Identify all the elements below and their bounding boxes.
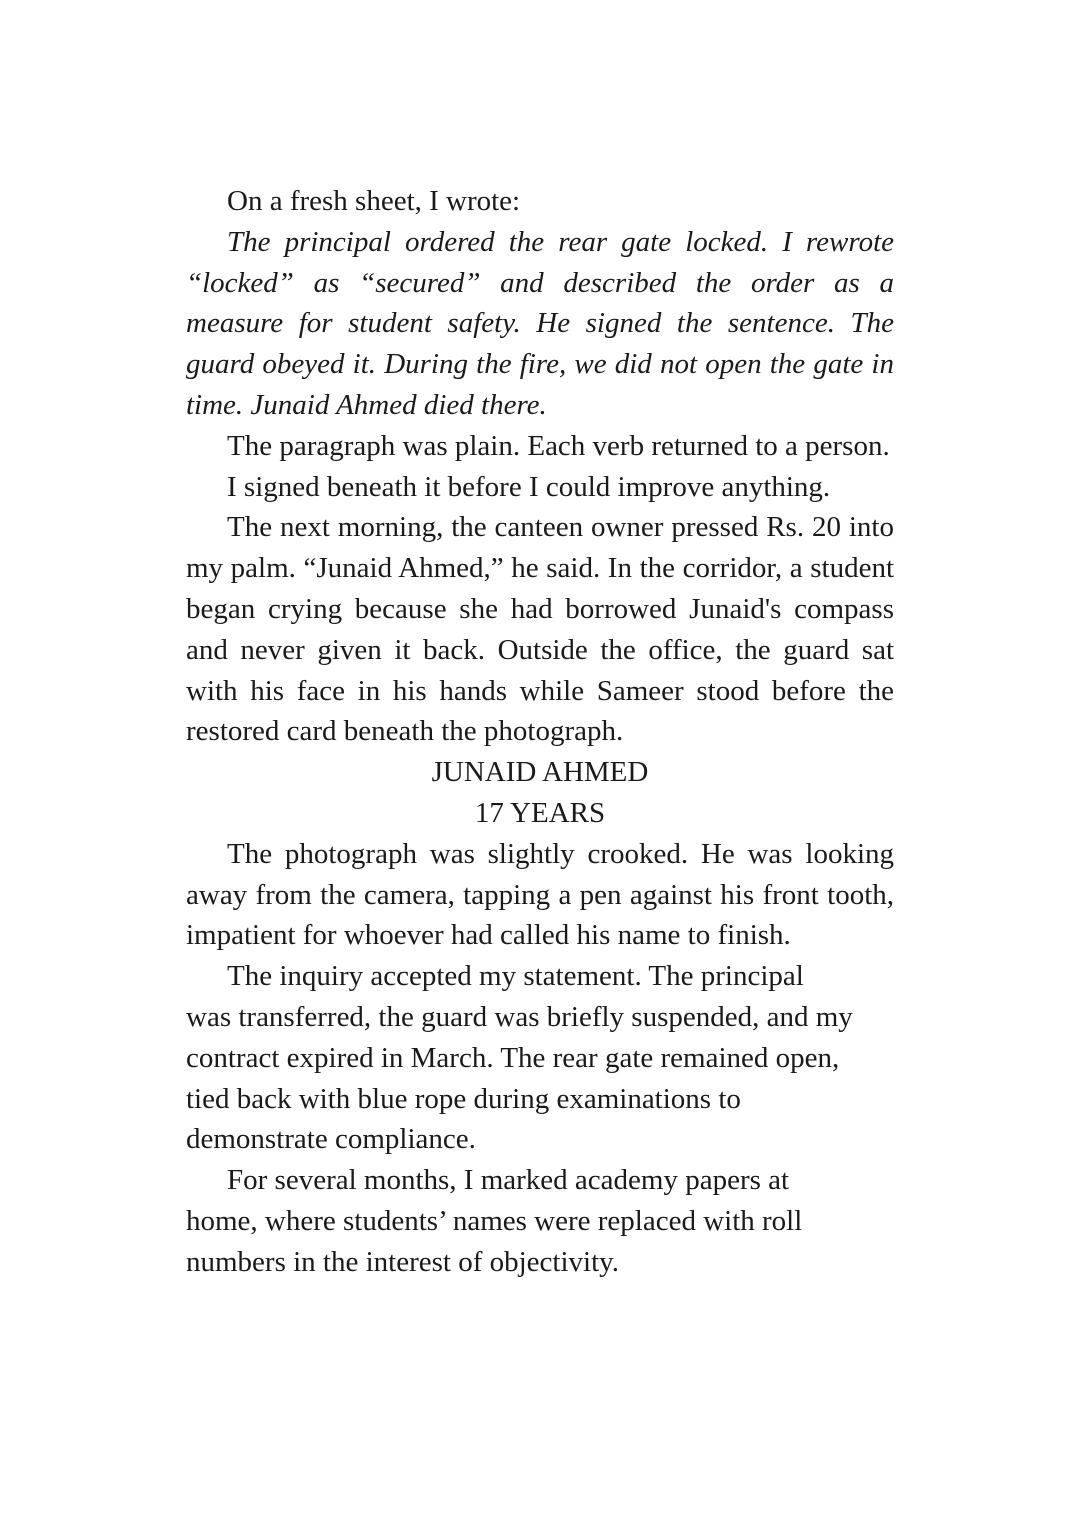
paragraph-plain: The paragraph was plain. Each verb returned to a person.	[227, 429, 890, 462]
paragraph-several-months: For several months, I marked academy papers at home, where students’ names were replaced with roll numbers in the interest of objectivity.	[186, 1164, 803, 1278]
paragraph-fresh-sheet: On a fresh sheet, I wrote:	[227, 185, 521, 217]
memorial-card-age: 17 YEARS	[474, 796, 606, 829]
memorial-card-name: JUNAID AHMED	[431, 756, 649, 789]
document-page	[186, 181, 894, 1283]
paragraph-written-statement: The principal ordered the rear gate locked. I rewrote “locked” as “secured” and described the order as a measure for student safety. He signed the sentence. The guard obeyed it. During the fire, we did not open the gate in time. Junaid Ahmed died there.	[186, 225, 894, 421]
paragraph-photograph: The photograph was slightly crooked. He was looking away from the camera, tapping a pen against his front tooth, impatient for whoever had called his name to finish.	[186, 837, 894, 952]
paragraph-signed: I signed beneath it before I could improve anything.	[227, 470, 831, 503]
paragraph-inquiry: The inquiry accepted my statement. The principal was transferred, the guard was briefly suspended, and my contract expired in March. The rear gate remained open, tied back with blue rope during examinations to demonstrate compliance.	[186, 960, 853, 1156]
paragraph-next-morning: The next morning, the canteen owner pressed Rs. 20 into my palm. “Junaid Ahmed,” he said. In the corridor, a student began crying because she had borrowed Junaid's compass and never given it back. Outside the office, the guard sat with his face in his hands while Sameer stood before the restored card beneath the photograph.	[186, 511, 894, 748]
